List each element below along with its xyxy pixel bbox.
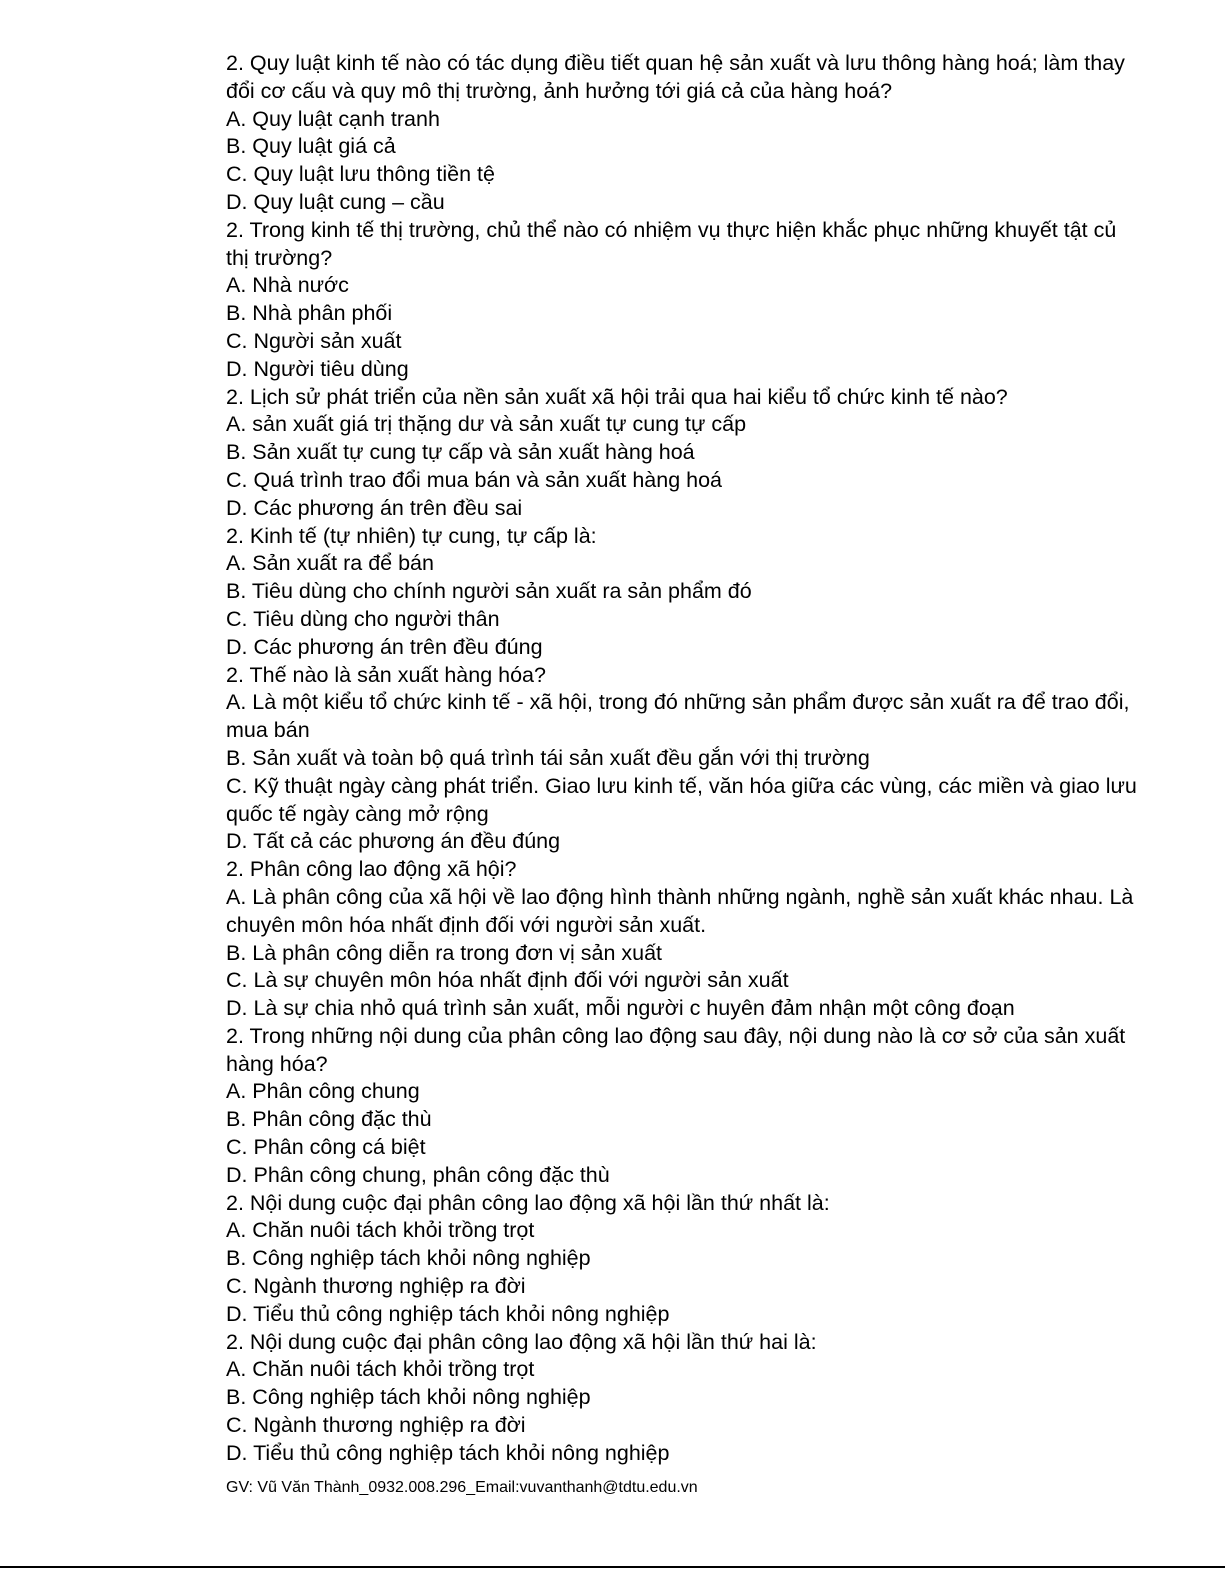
text-line: C. Ngành thương nghiệp ra đời <box>226 1274 526 1299</box>
text-line: D. Là sự chia nhỏ quá trình sản xuất, mỗi người c huyên đảm nhận một công đoạn <box>226 996 1015 1021</box>
text-line: D. Tiểu thủ công nghiệp tách khỏi nông nghiệp <box>226 1301 670 1326</box>
text-line: A. Là phân công của xã hội về lao động hình thành những ngành, nghề sản xuất khác nhau. Là <box>226 884 1134 909</box>
text-line: C. Quy luật lưu thông tiền tệ <box>226 162 495 187</box>
text-line: A. Nhà nước <box>226 273 349 298</box>
text-line: C. Người sản xuất <box>226 328 402 353</box>
text-line: 2. Lịch sử phát triển của nền sản xuất xã hội trải qua hai kiểu tổ chức kinh tế nào? <box>226 384 1008 409</box>
text-line: D. Quy luật cung – cầu <box>226 189 445 214</box>
text-line: thị trường? <box>226 245 333 270</box>
text-line: 2. Trong những nội dung của phân công lao động sau đây, nội dung nào là cơ sở của sản xuất <box>226 1023 1126 1048</box>
text-line: B. Quy luật giá cả <box>226 134 396 159</box>
text-line: đổi cơ cấu và quy mô thị trường, ảnh hưởng tới giá cả của hàng hoá? <box>226 78 893 103</box>
text-line: A. sản xuất giá trị thặng dư và sản xuất tự cung tự cấp <box>226 412 747 437</box>
text-line: 2. Trong kinh tế thị trường, chủ thể nào có nhiệm vụ thực hiện khắc phục những khuyết tật củ <box>226 217 1117 242</box>
text-line: B. Công nghiệp tách khỏi nông nghiệp <box>226 1385 591 1410</box>
text-line: D. Tiểu thủ công nghiệp tách khỏi nông nghiệp <box>226 1440 670 1465</box>
page-footer: GV: Vũ Văn Thành_0932.008.296_Email:vuvanthanh@tdtu.edu.vn <box>226 1479 698 1496</box>
text-line: B. Công nghiệp tách khỏi nông nghiệp <box>226 1246 591 1271</box>
text-line: mua bán <box>226 718 310 743</box>
text-line: B. Sản xuất tự cung tự cấp và sản xuất hàng hoá <box>226 440 695 465</box>
text-line: quốc tế ngày càng mở rộng <box>226 801 489 826</box>
text-line: C. Là sự chuyên môn hóa nhất định đối với người sản xuất <box>226 968 789 993</box>
text-line: B. Tiêu dùng cho chính người sản xuất ra sản phẩm đó <box>226 579 752 604</box>
text-line: D. Tất cả các phương án đều đúng <box>226 829 561 854</box>
text-line: D. Các phương án trên đều đúng <box>226 634 543 659</box>
text-line: A. Quy luật cạnh tranh <box>226 106 440 131</box>
text-line: D. Phân công chung, phân công đặc thù <box>226 1162 610 1187</box>
text-line: chuyên môn hóa nhất định đối với người sản xuất. <box>226 912 707 937</box>
text-line: 2. Nội dung cuộc đại phân công lao động xã hội lần thứ nhất là: <box>226 1190 830 1215</box>
text-line: B. Sản xuất và toàn bộ quá trình tái sản xuất đều gắn với thị trường <box>226 745 870 770</box>
text-line: A. Phân công chung <box>226 1079 420 1104</box>
text-line: hàng hóa? <box>226 1051 328 1076</box>
text-line: C. Quá trình trao đổi mua bán và sản xuất hàng hoá <box>226 467 723 492</box>
text-line: 2. Nội dung cuộc đại phân công lao động xã hội lần thứ hai là: <box>226 1329 817 1354</box>
text-line: 2. Phân công lao động xã hội? <box>226 857 517 882</box>
text-line: 2. Thế nào là sản xuất hàng hóa? <box>226 662 546 687</box>
text-line: C. Ngành thương nghiệp ra đời <box>226 1413 526 1438</box>
document-page <box>226 50 1211 1468</box>
text-line: B. Phân công đặc thù <box>226 1107 432 1132</box>
text-line: A. Sản xuất ra để bán <box>226 551 434 576</box>
text-line: D. Người tiêu dùng <box>226 356 409 381</box>
text-line: B. Nhà phân phối <box>226 301 393 326</box>
text-line: B. Là phân công diễn ra trong đơn vị sản xuất <box>226 940 663 965</box>
text-line: C. Phân công cá biệt <box>226 1135 426 1160</box>
text-line: A. Chăn nuôi tách khỏi trồng trọt <box>226 1357 535 1382</box>
text-line: C. Tiêu dùng cho người thân <box>226 606 500 631</box>
text-line: C. Kỹ thuật ngày càng phát triển. Giao lưu kinh tế, văn hóa giữa các vùng, các miền và giao lưu <box>226 773 1137 798</box>
text-line: A. Là một kiểu tổ chức kinh tế - xã hội, trong đó những sản phẩm được sản xuất ra để trao đổi, <box>226 690 1130 715</box>
text-line: 2. Kinh tế (tự nhiên) tự cung, tự cấp là: <box>226 523 597 548</box>
page-bottom-rule <box>0 1566 1225 1568</box>
text-line: 2. Quy luật kinh tế nào có tác dụng điều tiết quan hệ sản xuất và lưu thông hàng hoá; làm thay <box>226 51 1125 75</box>
text-line: A. Chăn nuôi tách khỏi trồng trọt <box>226 1218 535 1243</box>
text-line: D. Các phương án trên đều sai <box>226 495 523 520</box>
